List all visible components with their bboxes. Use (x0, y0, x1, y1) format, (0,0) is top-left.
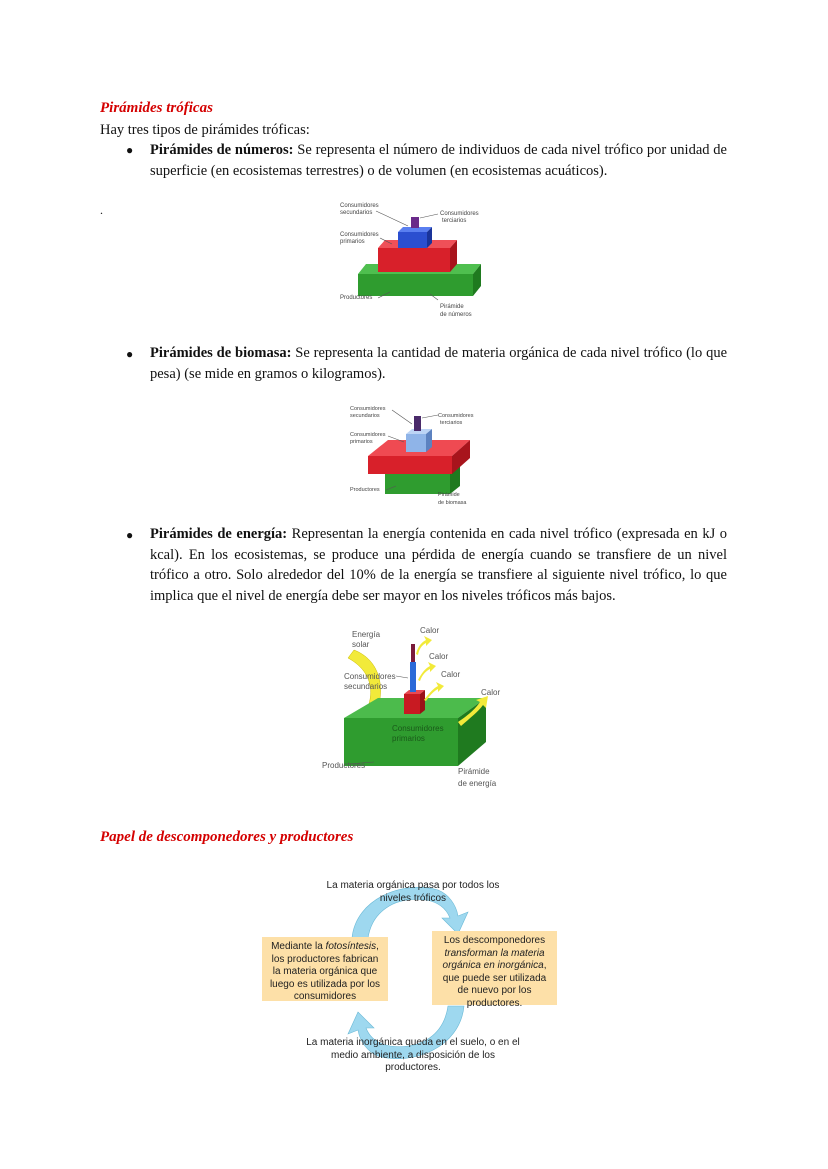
primary-consumers-level (404, 694, 420, 714)
note-productores-em: fotosíntesis (325, 941, 377, 952)
stray-dot: . (100, 203, 103, 217)
label-calor-2: Calor (429, 652, 449, 661)
cycle-top-text: La materia orgánica pasa por todos los niveles tróficos (326, 880, 500, 904)
note-descomponedores (432, 931, 557, 1009)
note-descomponedores-pre: Los descomponedores (443, 935, 546, 946)
note-productores (262, 937, 388, 1001)
figure-piramide-energia (318, 622, 518, 800)
label-secundarios-2: secundarios (344, 682, 388, 691)
producers-level (358, 274, 473, 296)
bullet-label: Pirámides de biomasa: (150, 345, 292, 361)
figure-piramide-biomasa (340, 400, 500, 512)
bullet-icon: ● (126, 347, 134, 361)
caption-2: de biomasa (438, 500, 467, 506)
note-productores-pre: Mediante la (271, 941, 326, 952)
label-primarios: Consumidores (392, 724, 444, 733)
intro-text: Hay tres tipos de pirámides tróficas: (100, 122, 310, 138)
label-primarios-2: primarios (392, 734, 425, 743)
primary-consumers-level (368, 456, 452, 474)
bullet-label: Pirámides de energía: (150, 526, 288, 542)
caption-2: de números (440, 312, 472, 318)
note-productores-post: , los productores fabrican la materia orgánica que luego es utilizada por los consumidores (269, 941, 381, 1002)
bullet-text: Representan la energía contenida en cada nivel trófico (expresada en kJ o kcal). En los ecosistemas, se produce una pérdida de energía cuando se transfiere de un nivel trófico a otro. Solo alrededor del 10% de la energía se transfiere al siguiente nivel trófico, lo que implica que el nivel de energía debe ser mayor en los niveles tróficos más bajos. (150, 526, 728, 604)
tertiary-consumers-level (411, 644, 415, 662)
section-heading-piramides: Pirámides tróficas (100, 100, 213, 116)
label-solar: Energía (352, 630, 381, 639)
bullet-text: Se representa el número de individuos de cada nivel trófico por unidad de superficie (en ecosistemas terrestres) o de volumen (en ecosistemas acuáticos). (150, 142, 727, 179)
secondary-consumers-level (398, 232, 427, 248)
label-calor-1: Calor (420, 626, 440, 635)
label-productores: Productores (340, 295, 373, 301)
secondary-consumers-level (410, 662, 416, 692)
section-heading-descomponedores: Papel de descomponedores y productores (100, 829, 354, 845)
secondary-consumers-level (406, 434, 426, 452)
label-primarios: Consumidores (350, 432, 386, 438)
label-terciarios: Consumidores (438, 413, 474, 419)
caption-1: Pirámide (440, 304, 464, 310)
bullet-icon: ● (126, 528, 134, 542)
label-solar-2: solar (352, 640, 370, 649)
label-primarios-2: primarios (340, 239, 365, 245)
bullet-label: Pirámides de números: (150, 142, 294, 158)
primary-consumers-level (378, 248, 450, 272)
label-productores: Productores (350, 487, 380, 493)
label-secundarios-2: secundarios (350, 413, 380, 419)
bullet-icon: ● (126, 143, 134, 157)
caption-2: de energía (458, 779, 497, 788)
label-primarios: Consumidores (340, 232, 379, 238)
cycle-bottom-text: La materia inorgánica queda en el suelo, o en el medio ambiente, a disposición de los productores. (306, 1037, 520, 1073)
tertiary-consumers-level (414, 416, 421, 431)
bullet-energia (150, 524, 727, 606)
label-secundarios: Consumidores (340, 203, 379, 209)
caption-1: Pirámide (458, 767, 490, 776)
bullet-numeros (150, 140, 727, 181)
label-secundarios-2: secundarios (340, 210, 373, 216)
label-primarios-2: primarios (350, 439, 373, 445)
producers-level (385, 474, 450, 494)
label-secundarios: Consumidores (350, 406, 386, 412)
label-productores: Productores (322, 761, 366, 770)
label-calor-3: Calor (441, 670, 461, 679)
label-calor-4: Calor (481, 688, 501, 697)
note-descomponedores-post: , que puede ser utilizada de nuevo por los productores. (442, 960, 547, 1009)
bullet-biomasa (150, 343, 727, 384)
tertiary-consumers-level (411, 217, 419, 228)
figure-piramide-numeros (330, 196, 510, 324)
heat-arrow (418, 662, 436, 681)
caption-1: Pirámide (438, 492, 460, 498)
bullet-text: Se representa la cantidad de materia orgánica de cada nivel trófico (lo que pesa) (se mide en gramos o kilogramos). (150, 345, 727, 382)
note-descomponedores-em: transforman la materia orgánica en inorgánica (442, 947, 545, 971)
label-secundarios: Consumidores (344, 672, 396, 681)
label-terciarios-2: terciarios (440, 420, 463, 426)
label-terciarios-2: terciarios (442, 218, 467, 224)
label-terciarios: Consumidores (440, 211, 479, 217)
